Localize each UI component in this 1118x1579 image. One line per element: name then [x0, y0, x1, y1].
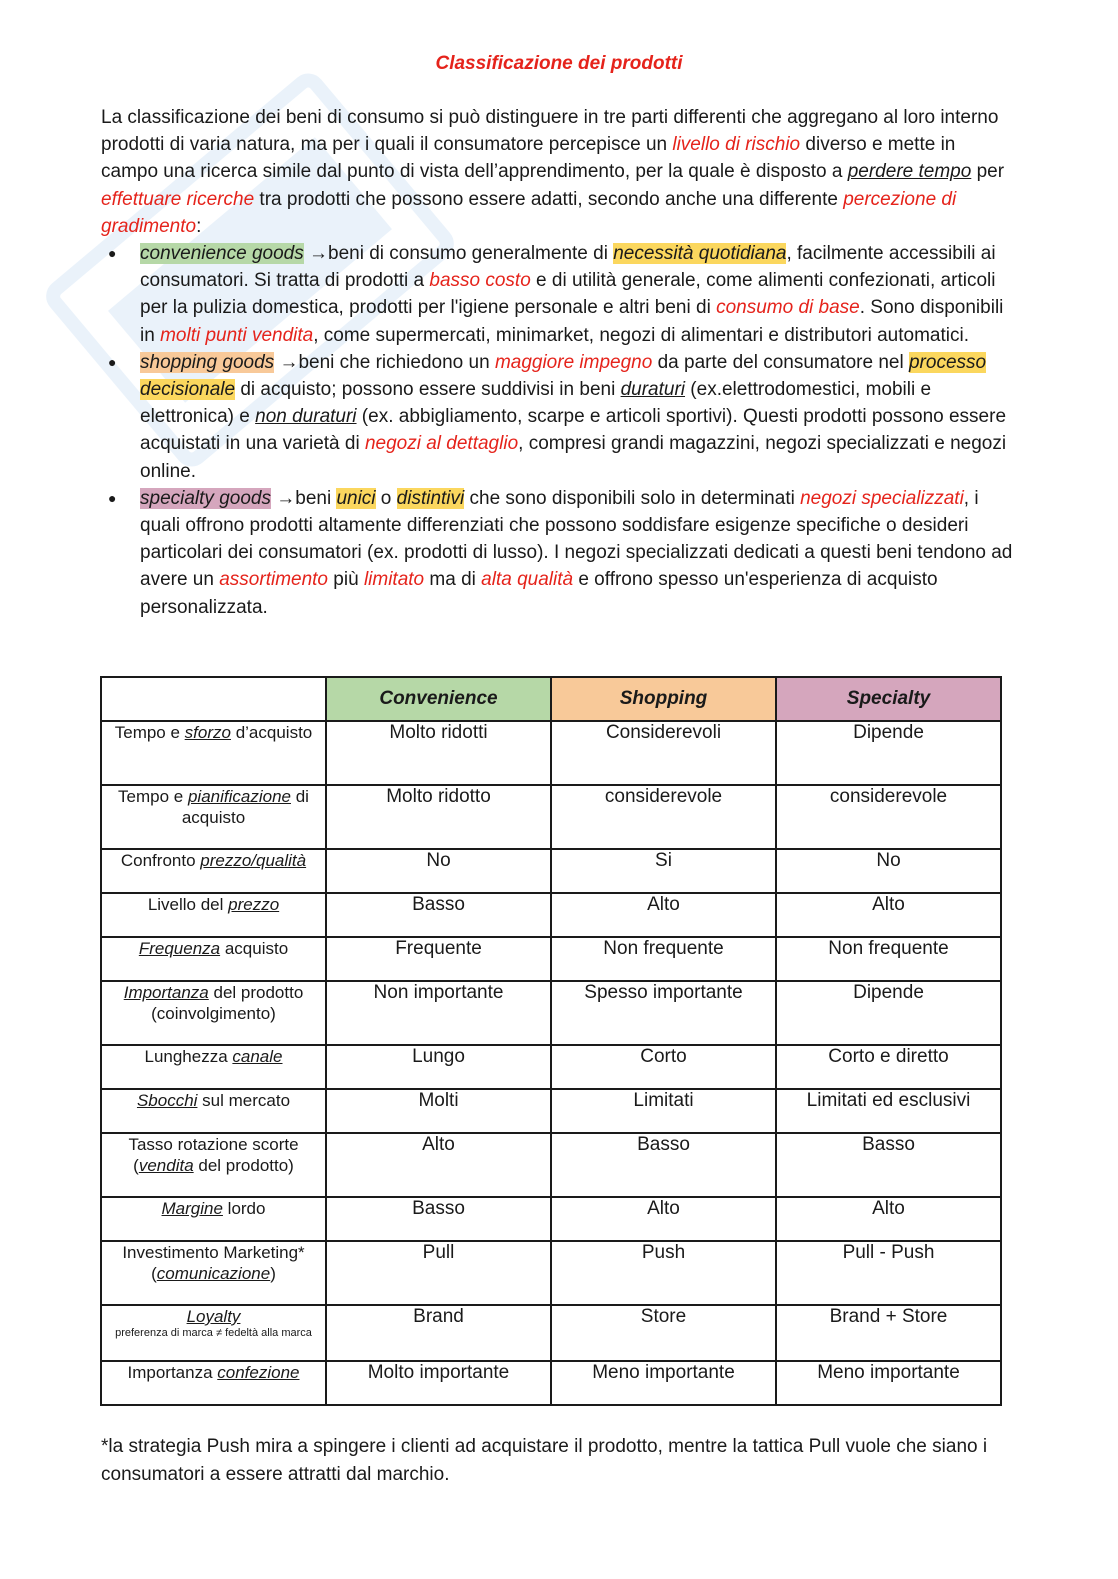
table-cell: Brand [326, 1305, 551, 1361]
table-row [101, 1361, 1001, 1405]
list-item-shopping: ● shopping goods →beni che richiedono un maggiore impegno da parte del consumatore nel processo decisionale di acquisto; possono essere suddivisi in beni duraturi (ex.elettrodomestici, mobili e elettronica) e non duraturi (ex. abbigliamento, scarpe e articoli sportivi). Questi prodotti possono essere acquistati in una varietà di negozi al dettaglio, compresi grandi magazzini, negozi specializzati e negozi online. [101, 349, 1016, 485]
table-cell: Meno importante [551, 1361, 776, 1405]
table-cell: Molto ridotto [326, 785, 551, 849]
table-header-row [101, 677, 1001, 721]
footnote: *la strategia Push mira a spingere i clienti ad acquistare il prodotto, mentre la tattica Pull vuole che siano i consumatori a essere attratti dal marchio. [101, 1436, 988, 1485]
table-cell: Considerevoli [551, 721, 776, 785]
table-row [101, 1089, 1001, 1133]
table-row [101, 785, 1001, 849]
header-specialty: Specialty [776, 677, 1001, 721]
table-cell: Spesso importante [551, 981, 776, 1045]
row-label: Importanza del prodotto (coinvolgimento) [101, 981, 326, 1045]
table-row [101, 849, 1001, 893]
table-cell: Frequente [326, 937, 551, 981]
table-cell: Pull - Push [776, 1241, 1001, 1305]
list-item-convenience: ● convenience goods →beni di consumo generalmente di necessità quotidiana, facilmente accessibili ai consumatori. Si tratta di prodotti a basso costo e di utilità generale, come alimenti confezionati, articoli per la pulizia domestica, prodotti per l'igiene personale e altri beni di consumo di base. Sono disponibili in molti punti vendita, come supermercati, minimarket, negozi di alimentari e distributori automatici. [101, 240, 1016, 349]
table-row [101, 893, 1001, 937]
classification-table [100, 676, 1002, 1406]
row-label: Frequenza acquisto [101, 937, 326, 981]
table-cell: Non frequente [551, 937, 776, 981]
header-convenience: Convenience [326, 677, 551, 721]
row-label: Lunghezza canale [101, 1045, 326, 1089]
table-cell: Non frequente [776, 937, 1001, 981]
table-row [101, 1197, 1001, 1241]
table-cell: Limitati ed esclusivi [776, 1089, 1001, 1133]
row-label: Tasso rotazione scorte (vendita del prodotto) [101, 1133, 326, 1197]
table-cell: No [776, 849, 1001, 893]
header-shopping: Shopping [551, 677, 776, 721]
table-cell: Pull [326, 1241, 551, 1305]
list-item-specialty: ● specialty goods →beni unici o distintivi che sono disponibili solo in determinati negozi specializzati, i quali offrono prodotti altamente differenziati che possono soddisfare esigenze specifiche o desideri particolari dei consumatori (ex. prodotti di lusso). I negozi specializzati dedicati a questi beni tendono ad avere un assortimento più limitato ma di alta qualità e offrono spesso un'esperienza di acquisto personalizzata. [101, 485, 1016, 621]
row-label: Importanza confezione [101, 1361, 326, 1405]
table-cell: No [326, 849, 551, 893]
header-empty-cell [101, 677, 326, 721]
table-cell: Dipende [776, 981, 1001, 1045]
table-cell: Alto [326, 1133, 551, 1197]
table-cell: Brand + Store [776, 1305, 1001, 1361]
row-label: Sbocchi sul mercato [101, 1089, 326, 1133]
table-cell: Meno importante [776, 1361, 1001, 1405]
table-cell: Lungo [326, 1045, 551, 1089]
table-cell: Alto [551, 893, 776, 937]
intro-paragraph: La classificazione dei beni di consumo si può distinguere in tre parti differenti che aggregano al loro interno prodotti di varia natura, ma per i quali il consumatore percepisce un livello di rischio diverso e mette in campo una ricerca simile dal punto di vista dell’apprendimento, per la quale è disposto a perdere tempo per effettuare ricerche tra prodotti che possono essere adatti, secondo anche una differente percezione di gradimento: [101, 107, 1005, 237]
table-cell: Basso [326, 1197, 551, 1241]
table-row [101, 981, 1001, 1045]
table-row [101, 937, 1001, 981]
table-cell: Basso [776, 1133, 1001, 1197]
document-body [101, 104, 1016, 621]
table-cell: Corto e diretto [776, 1045, 1001, 1089]
table-row [101, 721, 1001, 785]
table-cell: Molto ridotti [326, 721, 551, 785]
table-body [101, 721, 1001, 1405]
table-cell: Molto importante [326, 1361, 551, 1405]
row-label: Loyalty preferenza di marca ≠ fedeltà alla marca [101, 1305, 326, 1361]
table-cell: Alto [776, 893, 1001, 937]
table-row [101, 1133, 1001, 1197]
table-cell: Non importante [326, 981, 551, 1045]
table-cell: Basso [551, 1133, 776, 1197]
table-cell: considerevole [776, 785, 1001, 849]
row-label-note: preferenza di marca ≠ fedeltà alla marca [115, 1327, 312, 1339]
table-cell: Corto [551, 1045, 776, 1089]
table-cell: Store [551, 1305, 776, 1361]
goods-list [101, 240, 1016, 621]
table-cell: Si [551, 849, 776, 893]
table-cell: Alto [551, 1197, 776, 1241]
page-title: Classificazione dei prodotti [435, 53, 683, 74]
row-label: Margine lordo [101, 1197, 326, 1241]
table-row [101, 1305, 1001, 1361]
row-label: Investimento Marketing* (comunicazione) [101, 1241, 326, 1305]
table-row [101, 1241, 1001, 1305]
table-row [101, 1045, 1001, 1089]
table-cell: Molti [326, 1089, 551, 1133]
table-cell: Push [551, 1241, 776, 1305]
row-label: Tempo e sforzo d’acquisto [101, 721, 326, 785]
row-label: Confronto prezzo/qualità [101, 849, 326, 893]
table-cell: considerevole [551, 785, 776, 849]
table-cell: Limitati [551, 1089, 776, 1133]
row-label: Tempo e pianificazione di acquisto [101, 785, 326, 849]
table-cell: Basso [326, 893, 551, 937]
table-cell: Alto [776, 1197, 1001, 1241]
table-cell: Dipende [776, 721, 1001, 785]
row-label: Livello del prezzo [101, 893, 326, 937]
